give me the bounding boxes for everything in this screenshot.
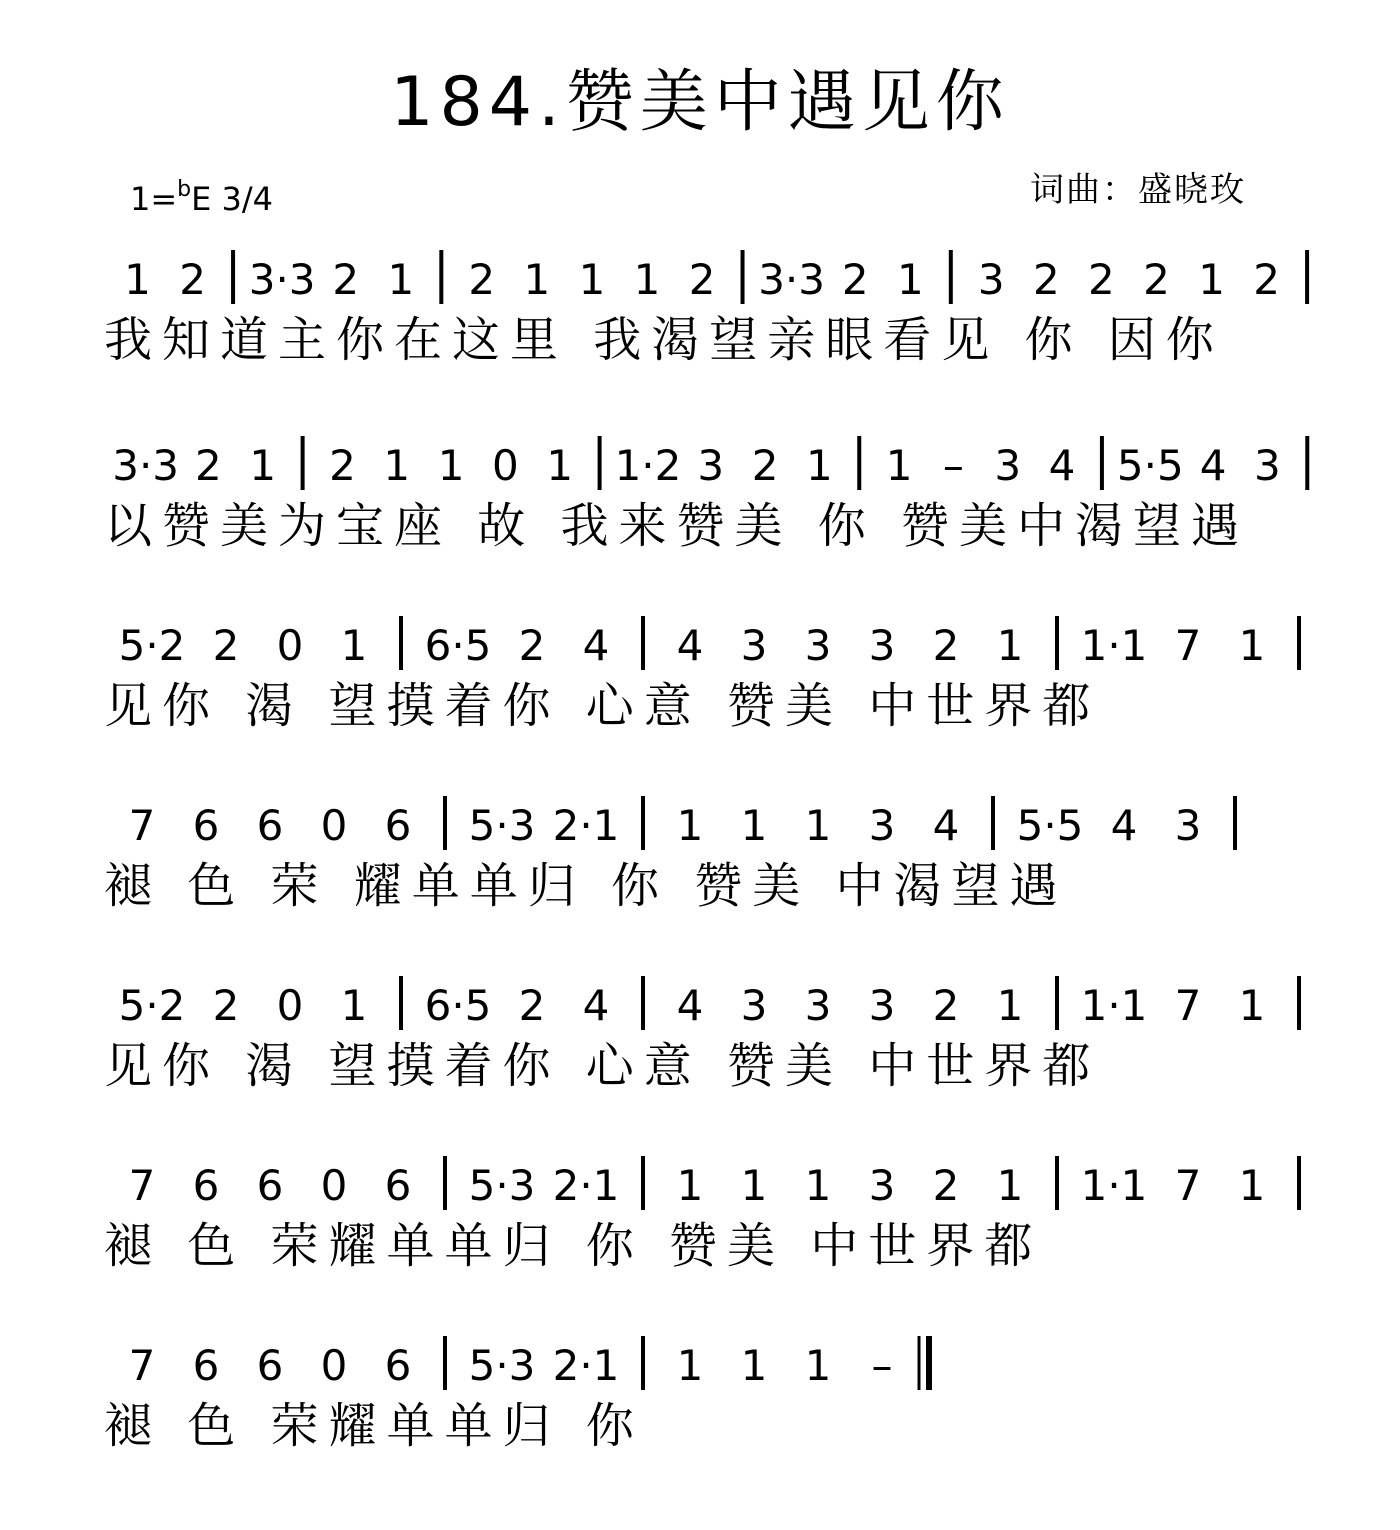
note: 2 [468,255,496,304]
note: 1 [1198,255,1225,304]
note: 3·3 [112,441,180,490]
note: 7 [1174,1161,1202,1210]
note: 1 [578,255,606,304]
note: 1 [340,621,368,670]
note: 1·1 [1080,621,1148,670]
note: 1 [546,441,574,490]
note: 1 [383,441,411,490]
note: 1 [804,801,832,850]
note: 0 [492,441,519,490]
note: 1 [1238,981,1266,1030]
note: 1 [804,1161,832,1210]
note: 1 [885,441,913,490]
note: 2 [329,441,356,490]
note: 3 [740,621,768,670]
note: 2·1 [552,1161,620,1210]
note: 1·1 [1080,1161,1148,1210]
note: 4 [1110,801,1138,850]
note: 3 [1254,441,1281,490]
note: 4 [582,981,610,1030]
note: 1 [676,801,704,850]
note: 4 [932,801,960,850]
note: 3·3 [248,255,316,304]
note: 1 [523,255,551,304]
note: 5·3 [468,801,536,850]
note: 6 [192,801,220,850]
note: 0 [320,1341,348,1390]
score-line [100,418,1330,588]
note: 7 [128,1341,156,1390]
key-letter: E [191,180,212,218]
lyrics-row: 见你 渴 望摸着你 心意 赞美 中世界都 [104,1038,1101,1094]
note: 6 [384,1341,412,1390]
note: 2·1 [552,801,620,850]
time-signature: 3/4 [221,180,274,218]
note: 1 [340,981,368,1030]
note: 1 [740,1161,768,1210]
note: 1 [633,255,661,304]
lyrics-row: 见你 渴 望摸着你 心意 赞美 中世界都 [104,678,1101,734]
note: 5·5 [1016,801,1084,850]
note: 1 [1238,621,1266,670]
note: 2 [1143,255,1170,304]
song-title: 184.赞美中遇见你 [390,63,1010,142]
key-signature [130,168,273,221]
note: 3 [868,801,896,850]
note: 5·2 [118,621,186,670]
note: 2 [932,621,960,670]
note: 2 [212,981,240,1030]
note: 7 [128,1161,156,1210]
note: 1·2 [614,441,682,490]
note: 2 [195,441,222,490]
note: 0 [276,621,304,670]
note: 0 [276,981,304,1030]
note: 6·5 [424,981,492,1030]
note: 6 [192,1161,220,1210]
score-line [100,232,1330,402]
note: 2 [932,981,960,1030]
flat-sign: b [177,177,192,202]
note: 2 [841,255,869,304]
note: 1 [996,621,1024,670]
note: 1 [804,1341,832,1390]
note: 1 [676,1161,704,1210]
note: 2·1 [552,1341,620,1390]
note: 2 [932,1161,960,1210]
note: 3 [994,441,1022,490]
note: – [871,1341,893,1390]
note: 4 [676,621,704,670]
note: 2 [212,621,240,670]
score-line [100,958,1330,1128]
note: 2 [518,981,546,1030]
note: 2 [688,255,716,304]
note: 1 [996,1161,1024,1210]
note: 1 [676,1341,704,1390]
note: 4 [676,981,704,1030]
score-line [100,1138,1330,1308]
note: 3 [804,621,832,670]
note: 6 [256,801,284,850]
note: 6 [256,1161,284,1210]
note: 3 [977,255,1005,304]
note: 2 [1253,255,1281,304]
composer-credit: 词曲：盛晓玫 [1030,170,1246,210]
score-line [100,778,1330,948]
note: 0 [320,801,348,850]
lyrics-row: 我知道主你在这里 我渴望亲眼看见 你 因你 [104,312,1224,368]
note: 7 [128,801,156,850]
note: 7 [1174,621,1202,670]
note: 3·3 [758,255,825,304]
score-line [100,598,1330,768]
note: 1 [896,255,924,304]
note: 2 [1032,255,1060,304]
note: 3 [804,981,832,1030]
note: 6 [256,1341,284,1390]
note: 3 [868,981,896,1030]
note: 5·2 [118,981,186,1030]
note: 3 [868,621,896,670]
note: 3 [868,1161,896,1210]
note: 2 [751,441,779,490]
note: 2 [1088,255,1115,304]
lyrics-row: 褪 色 荣耀单单归 你 赞美 中世界都 [104,1218,1043,1274]
note: 1 [1238,1161,1266,1210]
key-prefix: 1= [130,180,178,218]
note: 6 [384,801,412,850]
note: 4 [582,621,610,670]
note: 6 [384,1161,412,1210]
note: 2 [518,621,546,670]
note: 1 [437,441,465,490]
note: 1 [806,441,833,490]
note: 3 [1174,801,1202,850]
note: 3 [740,981,768,1030]
note: 3 [697,441,725,490]
note: 1 [387,255,415,304]
note: 1 [740,1341,768,1390]
score-line [100,1318,1330,1488]
note: 6·5 [424,621,492,670]
lyrics-row: 褪 色 荣 耀单单归 你 赞美 中渴望遇 [104,858,1068,914]
note: 1 [249,441,277,490]
lyrics-row: 褪 色 荣耀单单归 你 [104,1398,644,1454]
note: 2 [332,255,360,304]
note: 5·3 [468,1341,536,1390]
note: 7 [1174,981,1202,1030]
note: 6 [192,1341,220,1390]
note: 2 [179,255,206,304]
note: 1 [996,981,1024,1030]
note: 0 [320,1161,348,1210]
note: 1 [740,801,768,850]
note: 4 [1199,441,1227,490]
lyrics-row: 以赞美为宝座 故 我来赞美 你 赞美中渴望遇 [104,498,1250,554]
note: 1·1 [1080,981,1148,1030]
note: 4 [1048,441,1076,490]
note: – [942,441,964,490]
note: 5·5 [1116,441,1184,490]
note: 5·3 [468,1161,536,1210]
note: 1 [124,255,151,304]
